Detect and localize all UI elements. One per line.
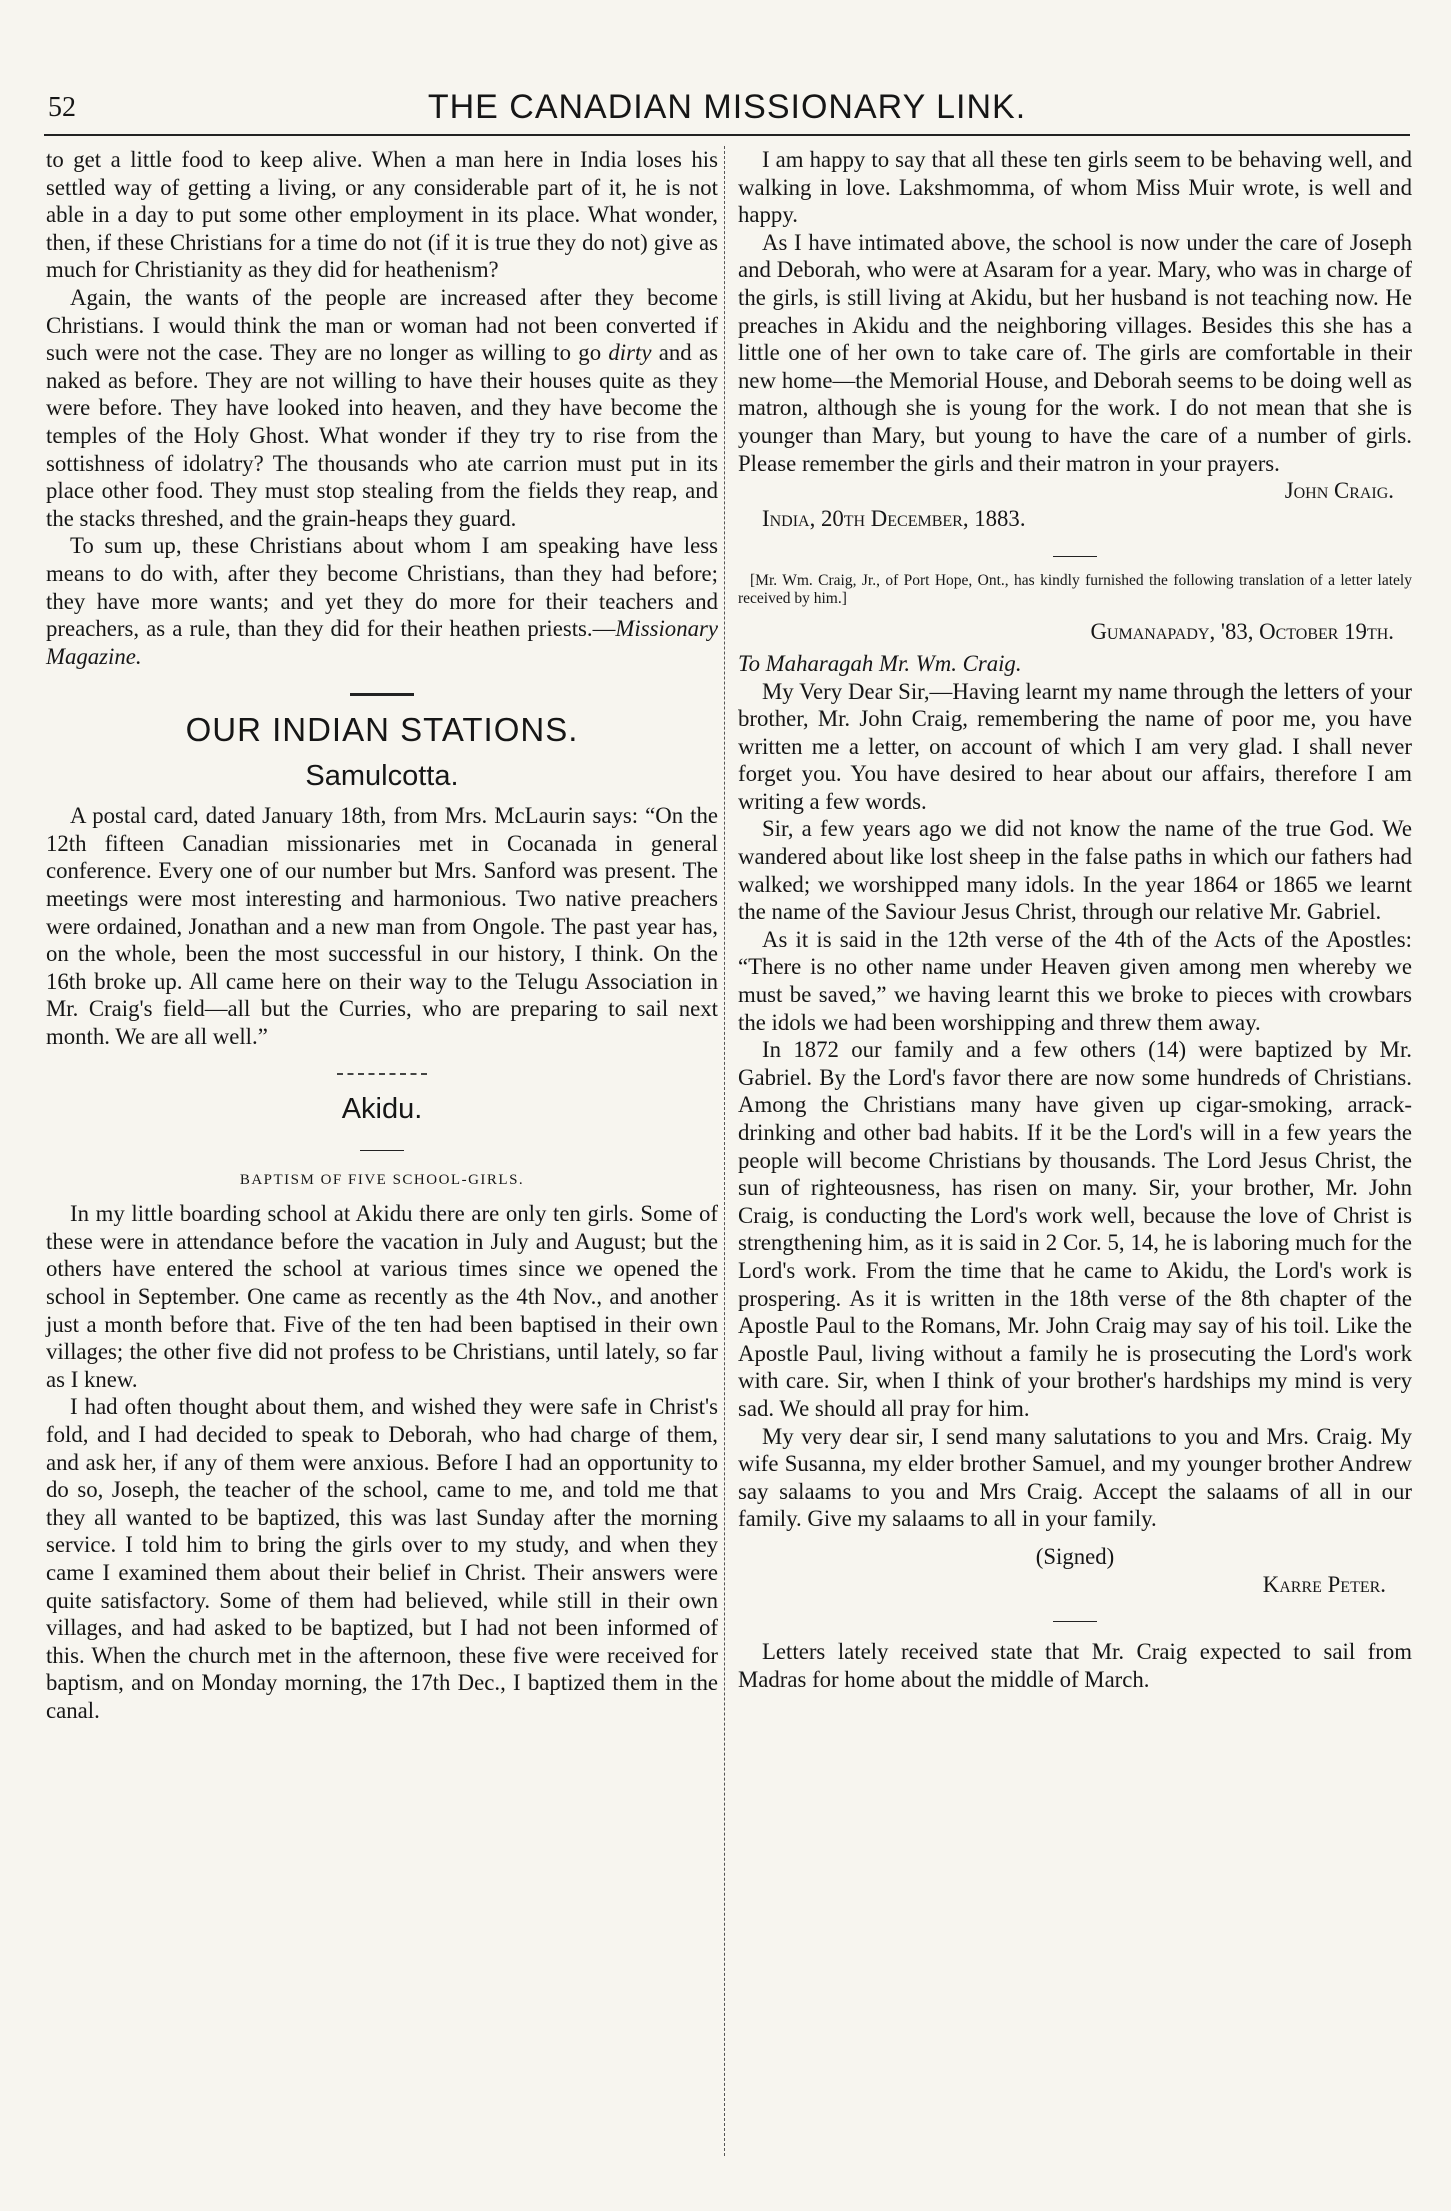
akidu-subtitle: BAPTISM OF FIVE SCHOOL-GIRLS. <box>239 1171 525 1188</box>
right-column <box>738 146 1412 1693</box>
left-paragraph-1: to get a little food to keep alive. When a man here in India loses his settled way of getting a living, or any considerable part of it, he is not able in a day to put some other employment in its place. What wonder, then, if these Christians for a time do not (if it is true they do not) give as much for Christianity as they did for heathenism? <box>46 147 718 283</box>
samulcotta-paragraph: A postal card, dated January 18th, from Mrs. McLaurin says: “On the 12th fifteen Canadian missionaries met in Cocanada in general conference. Every one of our number but Mrs. Sanford was present. The meetings were most interesting and harmonious. Two native preachers were ordained, Jonathan and a new man from Ongole. The past year has, on the whole, been the most successful in our history, I think. On the 16th broke up. All came here on their way to the Telugu Association in Mr. Craig's field—all but the Curries, who are preparing to sail next month. We are all well.” <box>46 803 718 1050</box>
akidu-paragraph-2: I had often thought about them, and wished they were safe in Christ's fold, and I had decided to speak to Deborah, who had charge of them, and ask her, if any of them were anxious. Before I had an opportunity to do so, Joseph, the teacher of the school, came to me, and told me that they all wanted to be baptized, this was last Sunday after the morning service. I told him to bring the girls over to my study, and when they came I examined them about their belief in Christ. Their answers were quite satisfactory. Some of them had believed, while still in their own villages, and had asked to be baptized, but I had not been informed of this. When the church met in the afternoon, these five were received for baptism, and on Monday morning, the 17th Dec., I baptized them in the canal. <box>46 1394 718 1723</box>
closing-paragraph: Letters lately received state that Mr. Craig expected to sail from Madras for home about the middle of March. <box>738 1639 1412 1692</box>
letter-paragraph-4: In 1872 our family and a few others (14) were baptized by Mr. Gabriel. By the Lord's favor there are now some hundreds of Christians. Among the Christians many have given up cigar-smoking, arrack-drinking and other bad habits. If it be the Lord's will in a few years the people will become Christians by thousands. The Lord Jesus Christ, the sun of righteousness, has risen on many. Sir, your brother, Mr. John Craig, is conducting the Lord's work well, because the love of Christ is strengthening him, as it is said in 2 Cor. 5, 14, he is laboring much for the Lord's work. From the time that he came to Akidu, the Lord's work is prospering. As it is written in the 18th verse of the 8th chapter of the Apostle Paul to the Romans, Mr. John Craig may say of his toil. Like the Apostle Paul, living without a family he is prosecuting the Lord's work with care. Sir, when I think of your brother's hardships my mind is very sad. We should all pray for him. <box>738 1037 1412 1421</box>
dateline: India, 20th December, 1883. <box>762 505 1026 531</box>
signature-karre-peter: Karre Peter. <box>1262 1571 1386 1597</box>
left-paragraph-2 <box>46 284 718 532</box>
page-number: 52 <box>48 92 76 123</box>
letter-place-date: Gumanapady, '83, October 19th. <box>1090 619 1394 645</box>
page-header <box>44 84 1410 132</box>
right-paragraph-1: I am happy to say that all these ten girls seem to be behaving well, and walking in love. Lakshmomma, of whom Miss Muir wrote, is well and happy. <box>738 147 1412 228</box>
thin-rule-2 <box>738 540 1412 564</box>
editorial-note: [Mr. Wm. Craig, Jr., of Port Hope, Ont., has kindly furnished the following translation of a letter lately received by him.] <box>738 572 1412 608</box>
section-title: OUR INDIAN STATIONS. <box>185 711 579 749</box>
left-paragraph-3 <box>46 532 718 670</box>
letter-paragraph-1: My Very Dear Sir,—Having learnt my name through the letters of your brother, Mr. John Craig, remembering the name of poor me, you have written me a letter, on account of which I am very glad. I shall never forget you. You have desired to hear about our affairs, therefore I am writing a few words. <box>738 678 1412 814</box>
samulcotta-title: Samulcotta. <box>305 760 459 793</box>
left-paragraph-2-a: Again, the wants of the people are increased after they become Christians. I would think the man or woman had not been converted if such were not the case. They are no longer as willing to go <box>46 284 718 366</box>
signed-label: (Signed) <box>1035 1543 1115 1569</box>
left-column <box>46 146 718 1725</box>
running-title: THE CANADIAN MISSIONARY LINK. <box>427 88 1027 126</box>
letter-address: To Maharagah Mr. Wm. Craig. <box>738 650 1022 676</box>
left-paragraph-2-emphasis: dirty <box>608 340 652 366</box>
akidu-title: Akidu. <box>341 1092 423 1125</box>
thin-rule-3 <box>738 1606 1412 1630</box>
column-divider <box>724 146 725 2156</box>
left-paragraph-3-source: Missionary Magazine. <box>46 616 718 669</box>
thin-rule <box>46 1135 718 1159</box>
letter-paragraph-3: As it is said in the 12th verse of the 4th of the Acts of the Apostles: “There is no other name under Heaven given among men whereby we must be saved,” we having learnt this we broke to pieces with crowbars the idols we had been worshipping and threw them away. <box>738 926 1412 1035</box>
letter-paragraph-2: Sir, a few years ago we did not know the name of the true God. We wandered about like lost sheep in the false paths in which our fathers had walked; we worshipped many idols. In the year 1864 or 1865 we learnt the name of the Saviour Jesus Christ, through our relative Mr. Gabriel. <box>738 816 1412 925</box>
header-rule <box>44 134 1410 136</box>
akidu-paragraph-1: In my little boarding school at Akidu there are only ten girls. Some of these were in attendance before the vacation in July and August; but the others have entered the school at various times since we opened the school in September. One came as recently as the 4th Nov., and another just a month before that. Five of the ten had been baptised in their own villages; the other five did not profess to be Christians, until lately, so far as I knew. <box>46 1201 718 1392</box>
signature-john-craig: John Craig. <box>1284 478 1394 504</box>
ornament-divider <box>46 678 718 702</box>
right-paragraph-2: As I have intimated above, the school is now under the care of Joseph and Deborah, who were at Asaram for a year. Mary, who was in charge of the girls, is still living at Akidu, but her husband is not teaching now. He preaches in Akidu and the neighboring villages. Besides this she has a little one of her own to take care of. The girls are comfortable in their new home—the Memorial House, and Deborah seems to be doing well as matron, although she is young for the work. I do not mean that she is younger than Mary, but young to have the care of a number of girls. Please remember the girls and their matron in your prayers. <box>738 229 1412 476</box>
letter-paragraph-5: My very dear sir, I send many salutations to you and Mrs. Craig. My wife Susanna, my elder brother Samuel, and my younger brother Andrew say salaams to you and Mrs Craig. Accept the salaams of all in our family. Give my salaams to all in your family. <box>738 1423 1412 1532</box>
dashed-divider <box>46 1059 718 1083</box>
left-paragraph-3-a: To sum up, these Christians about whom I am speaking have less means to do with, after they become Christians, than they had before; they have more wants; and yet they do more for their teachers and preachers, as a rule, than they did for their heathen priests.— <box>46 533 718 642</box>
left-paragraph-2-b: and as naked as before. They are not willing to have their houses quite as they were before. They have looked into heaven, and they have become the temples of the Holy Ghost. What wonder if they try to rise from the sottishness of idolatry? The thousands who ate carrion must put in its place other food. They must stop stealing from the fields they reap, and the stacks threshed, and the grain-heaps they guard. <box>46 340 718 531</box>
